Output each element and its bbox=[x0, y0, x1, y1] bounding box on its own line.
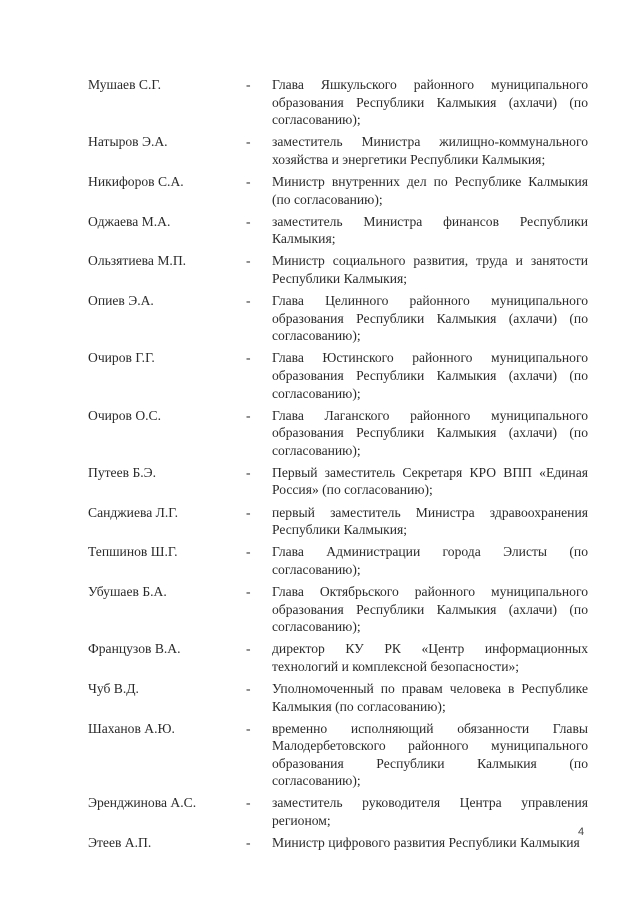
member-name: Очиров О.С. bbox=[88, 407, 162, 423]
roster-entry bbox=[88, 133, 588, 168]
member-name: Эренджинова А.С. bbox=[88, 795, 197, 811]
separator-dash: - bbox=[246, 504, 251, 520]
roster-entry bbox=[88, 680, 588, 715]
roster-entry bbox=[88, 543, 588, 578]
roster-entry bbox=[88, 794, 588, 829]
roster-entry bbox=[88, 76, 588, 129]
roster-entry bbox=[88, 834, 588, 852]
separator-dash: - bbox=[246, 407, 251, 423]
member-role: временно исполняющий обязанности Главы Малодербетовского районного муниципального образования Республики Калмыкия (по согласованию); bbox=[272, 720, 588, 789]
roster-entry bbox=[88, 407, 588, 460]
member-name: Тепшинов Ш.Г. bbox=[88, 544, 178, 560]
member-name: Путеев Б.Э. bbox=[88, 464, 157, 480]
separator-dash: - bbox=[246, 77, 251, 92]
roster-entry bbox=[88, 504, 588, 539]
roster-entry bbox=[88, 640, 588, 675]
separator-dash: - bbox=[246, 835, 251, 851]
separator-dash: - bbox=[246, 293, 251, 309]
separator-dash: - bbox=[246, 253, 251, 269]
member-role: Министр цифрового развития Республики Калмыкия bbox=[272, 835, 580, 851]
member-role: Министр внутренних дел по Республике Калмыкия (по согласованию); bbox=[272, 173, 588, 207]
separator-dash: - bbox=[246, 544, 251, 560]
member-name: Санджиева Л.Г. bbox=[88, 504, 179, 520]
member-role: заместитель Министра финансов Республики Калмыкия; bbox=[272, 213, 588, 247]
member-name: Ользятиева М.П. bbox=[88, 253, 187, 269]
member-name: Оджаева М.А. bbox=[88, 213, 171, 229]
member-role: Глава Яшкульского районного муниципального образования Республики Калмыкия (ахлачи) (по согласованию); bbox=[272, 77, 588, 128]
member-name: Французов В.А. bbox=[88, 641, 181, 657]
member-name: Этеев А.П. bbox=[88, 835, 152, 851]
member-name: Убушаев Б.А. bbox=[88, 583, 167, 599]
member-role: Министр социального развития, труда и занятости Республики Калмыкия; bbox=[272, 253, 588, 286]
member-role: Глава Юстинского районного муниципального образования Республики Калмыкия (ахлачи) (по согласованию); bbox=[272, 350, 588, 401]
roster-entry bbox=[88, 213, 588, 248]
member-roster bbox=[88, 76, 588, 856]
member-role: заместитель Министра жилищно-коммунального хозяйства и энергетики Республики Калмыкия; bbox=[272, 134, 588, 167]
member-name: Очиров Г.Г. bbox=[88, 350, 155, 366]
roster-entry bbox=[88, 292, 588, 345]
separator-dash: - bbox=[246, 583, 251, 599]
roster-entry bbox=[88, 252, 588, 287]
separator-dash: - bbox=[246, 720, 251, 736]
member-role: Уполномоченный по правам человека в Республике Калмыкия (по согласованию); bbox=[272, 680, 588, 714]
member-role: заместитель руководителя Центра управления регионом; bbox=[272, 795, 588, 829]
separator-dash: - bbox=[246, 173, 251, 189]
member-name: Никифоров С.А. bbox=[88, 173, 184, 189]
member-role: Глава Лаганского районного муниципального образования Республики Калмыкия (ахлачи) (по согласованию); bbox=[272, 407, 588, 458]
member-name: Натыров Э.А. bbox=[88, 134, 168, 150]
roster-entry bbox=[88, 173, 588, 208]
roster-entry bbox=[88, 349, 588, 402]
member-name: Шаханов А.Ю. bbox=[88, 720, 175, 736]
separator-dash: - bbox=[246, 795, 251, 811]
separator-dash: - bbox=[246, 350, 251, 366]
member-role: Глава Целинного районного муниципального образования Республики Калмыкия (ахлачи) (по согласованию); bbox=[272, 293, 588, 344]
roster-entry bbox=[88, 720, 588, 790]
page-number: 4 bbox=[578, 826, 585, 838]
member-role: директор КУ РК «Центр информационных технологий и комплексной безопасности»; bbox=[272, 641, 588, 674]
separator-dash: - bbox=[246, 641, 251, 657]
member-name: Мушаев С.Г. bbox=[88, 77, 162, 92]
member-role: Первый заместитель Секретаря КРО ВПП «Единая Россия» (по согласованию); bbox=[272, 464, 588, 498]
roster-entry bbox=[88, 464, 588, 499]
member-name: Чуб В.Д. bbox=[88, 680, 139, 696]
member-role: Глава Администрации города Элисты (по согласованию); bbox=[272, 544, 588, 577]
roster-entry bbox=[88, 583, 588, 636]
separator-dash: - bbox=[246, 680, 251, 696]
member-name: Опиев Э.А. bbox=[88, 293, 154, 309]
separator-dash: - bbox=[246, 464, 251, 480]
separator-dash: - bbox=[246, 213, 251, 229]
member-role: первый заместитель Министра здравоохранения Республики Калмыкия; bbox=[272, 504, 588, 538]
separator-dash: - bbox=[246, 134, 251, 150]
member-role: Глава Октябрьского районного муниципального образования Республики Калмыкия (ахлачи) (по согласованию); bbox=[272, 583, 588, 635]
